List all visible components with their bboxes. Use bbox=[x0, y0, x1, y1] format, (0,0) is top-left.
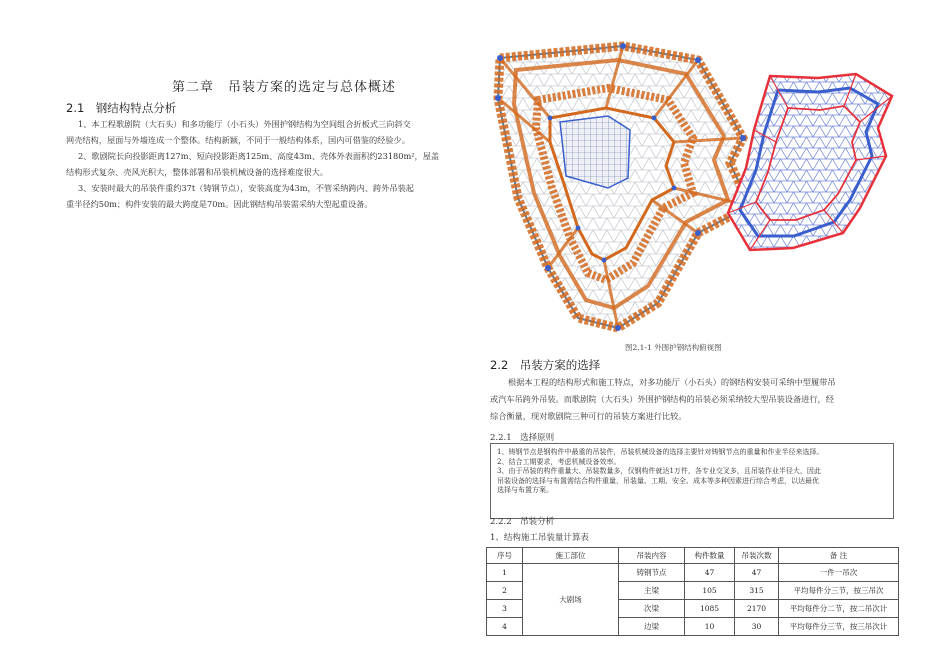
header-cell: 序号 bbox=[487, 548, 523, 564]
principle-line: 3、由于吊装的构件重量大、吊装数量多，仅钢构件就达1万件，各专业交叉多，且吊装作业半径大，因此 bbox=[497, 467, 821, 476]
chapter-title: 第二章 吊装方案的选定与总体概述 bbox=[172, 80, 397, 95]
cell-note: 一件一吊次 bbox=[779, 564, 899, 582]
para-line: 重半径约50m；构件安装的最大跨度是70m。因此钢结构吊装需采纳大型起重设备。 bbox=[66, 199, 373, 209]
table-title: 1、结构施工吊装量计算表 bbox=[490, 533, 589, 543]
figure-caption: 图2.1-1 外围护钢结构俯视图 bbox=[625, 343, 722, 352]
cell-no: 2 bbox=[487, 582, 523, 600]
cell-no: 4 bbox=[487, 618, 523, 636]
cell-times: 47 bbox=[735, 564, 779, 582]
principle-line: 选择与布置方案。 bbox=[497, 486, 553, 495]
section-2-2-heading: 2.2 吊装方案的选择 bbox=[490, 358, 601, 372]
cell-no: 1 bbox=[487, 564, 523, 582]
section-2-2-2-heading: 2.2.2 吊装分析 bbox=[490, 517, 555, 527]
header-cell: 吊装次数 bbox=[735, 548, 779, 564]
principle-line: 2、结合工期要求，考虑机械设备效率。 bbox=[497, 457, 621, 466]
para-line: 或汽车吊跨外吊装。而歌剧院（大石头）外围护钢结构的吊装必须采纳较大型吊装设备进行，经 bbox=[490, 394, 834, 404]
cell-count: 47 bbox=[685, 564, 735, 582]
table-row bbox=[487, 564, 899, 582]
section-2-2-body bbox=[490, 374, 900, 425]
cell-item: 主梁 bbox=[619, 582, 685, 600]
cell-count: 1085 bbox=[685, 600, 735, 618]
cell-count: 10 bbox=[685, 618, 735, 636]
selection-principles-box bbox=[490, 443, 894, 519]
section-2-1-heading: 2.1 钢结构特点分析 bbox=[66, 101, 177, 115]
section-2-2-1-heading: 2.2.1 选择原则 bbox=[490, 433, 555, 443]
para-line: 根据本工程的结构形式和施工特点，对多功能厅（小石头）的钢结构安装可采纳中型履带吊 bbox=[508, 377, 836, 387]
para-line: 2、歌剧院长向投影距离127m、短向投影距离125m、高度43m、壳体外表面积约23180m²，屋盖 bbox=[78, 151, 440, 161]
table-header-row bbox=[487, 548, 899, 564]
header-cell: 施工部位 bbox=[523, 548, 619, 564]
header-cell: 构件数量 bbox=[685, 548, 735, 564]
header-cell: 备 注 bbox=[779, 548, 899, 564]
multifunction-hall-frame bbox=[728, 74, 892, 250]
para-line: 网壳结构，屋面与外墙连成一个整体。结构新颖，不同于一般结构体系，国内可借鉴的经验少。 bbox=[66, 135, 410, 145]
cell-group: 大剧场 bbox=[523, 564, 619, 636]
para-line: 结构形式复杂、壳风光积大，整体部署和吊装机械设备的选择难度很大。 bbox=[66, 167, 329, 177]
opera-house-frame bbox=[495, 43, 753, 331]
para-line: 综合衡量，现对歌剧院三种可行的吊装方案进行比较。 bbox=[490, 411, 687, 421]
cell-times: 30 bbox=[735, 618, 779, 636]
cell-item: 边梁 bbox=[619, 618, 685, 636]
lifting-quantity-table bbox=[486, 547, 899, 636]
cell-no: 3 bbox=[487, 600, 523, 618]
header-cell: 吊装内容 bbox=[619, 548, 685, 564]
cell-times: 315 bbox=[735, 582, 779, 600]
para-line: 3、安装时最大的吊装件重约37t（铸钢节点），安装高度为43m，不管采纳跨内、跨外吊装起 bbox=[78, 183, 414, 193]
principle-line: 1、铸钢节点是钢构件中最重的吊装件，吊装机械设备的选择主要针对铸钢节点的重量和作业半径来选择。 bbox=[497, 448, 824, 456]
cell-note: 平均每件分三节，按三吊次 bbox=[779, 582, 899, 600]
principle-line: 吊装设备的选择与布置需结合构件重量、吊装量、工期、安全、成本等多种因素进行综合考虑，以达最优 bbox=[497, 476, 819, 485]
cell-note: 平均每件分二节，按二吊次计 bbox=[779, 600, 899, 618]
cell-item: 铸钢节点 bbox=[619, 564, 685, 582]
para-line: 1、本工程歌剧院（大石头）和多功能厅（小石头）外围护钢结构为空间组合折板式三向斜交 bbox=[78, 119, 411, 129]
cell-note: 平均每件分三节，按三吊次计 bbox=[779, 618, 899, 636]
cell-times: 2170 bbox=[735, 600, 779, 618]
section-2-1-body bbox=[66, 116, 486, 212]
steel-structure-figure bbox=[488, 38, 898, 338]
cell-count: 105 bbox=[685, 582, 735, 600]
cell-item: 次梁 bbox=[619, 600, 685, 618]
